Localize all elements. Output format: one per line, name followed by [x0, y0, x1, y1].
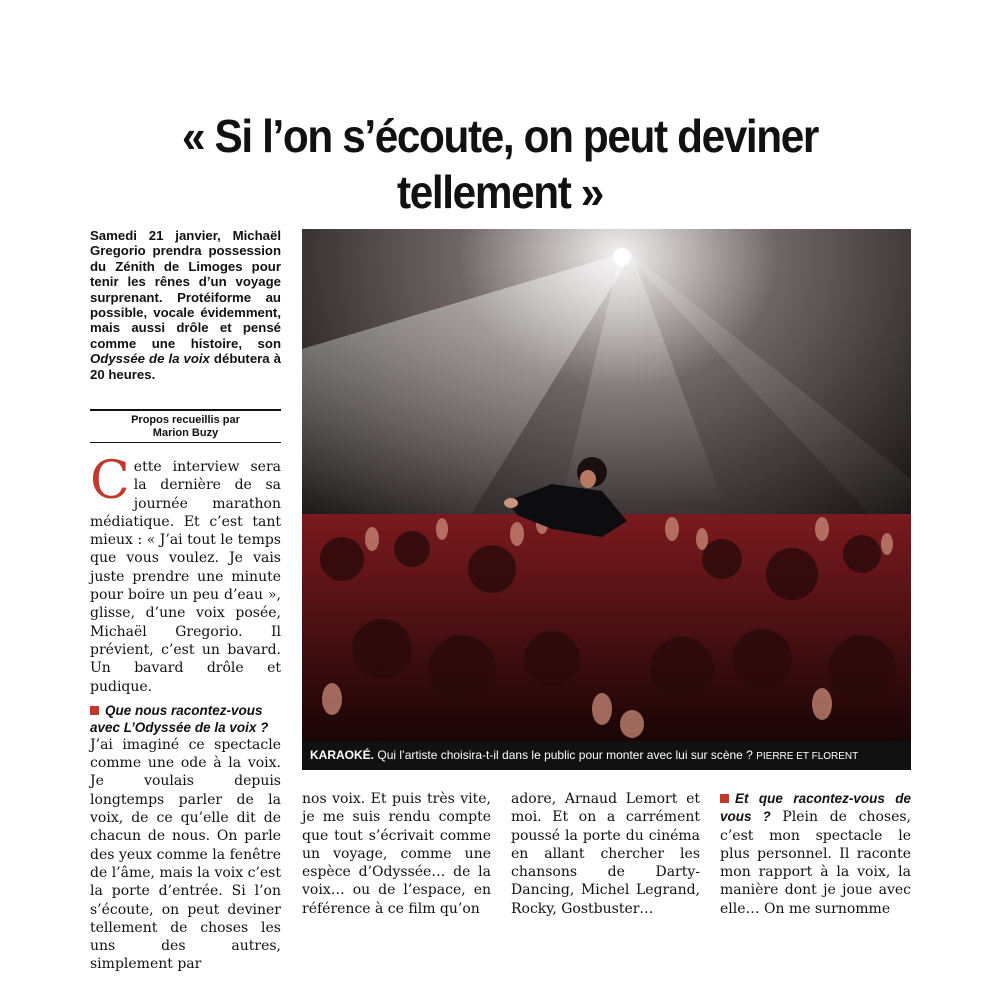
lead-text-end: débutera à 20 heures.	[90, 351, 281, 382]
lead-show-title: Odyssée de la voix	[90, 351, 210, 367]
red-square-bullet-icon	[720, 794, 729, 803]
photo-credit: PIERRE ET FLORENT	[756, 751, 859, 762]
article-headline: « Si l’on s’écoute, on peut deviner tellement »	[181, 110, 819, 218]
answer-2-text: Plein de choses, c’est mon spectacle le plus personnel. Il raconte mon rapport à la voix, la manière dont je joue avec elle… On me surnomme	[720, 809, 911, 917]
lead-text-start: Samedi 21 janvier, Michaël Gregorio prendra possession du Zénith de Limoges pour tenir les rênes d’un voyage surprenant. Protéiforme au possible, vocale évidemment, mais aussi drôle et pensé comme une histoire, son	[90, 228, 281, 351]
byline-author: Marion Buzy	[152, 427, 219, 439]
answer-1-part-1: J’ai imaginé ce spectacle comme une ode à la voix. Je voulais depuis longtemps parler de la voix, de ce qu’elle dit de chacun de nous. On parle des yeux comme la fenêtre de l’âme, mais la voix c’est la porte d’entrée. Si l’on s’écoute, on peut deviner tellement de choses les uns des autres, simplement par	[90, 736, 281, 973]
question-1-text: Que nous racontez-vous avec L’Odyssée de la voix ?	[90, 702, 269, 735]
answer-1-part-3: adore, Arnaud Lemort et moi. Et on a carrément poussé la porte du cinéma en allant chercher les chansons de Darty-Dancing, Michel Legrand, Rocky, Gostbuster…	[511, 791, 700, 917]
answer-1-part-2: nos voix. Et puis très vite, je me suis rendu compte que tout s’écrivait comme un voyage, comme une espèce d’Odyssée… de la voix… ou de l’espace, en référence à ce film qu’on	[302, 791, 491, 917]
text-column-1	[90, 451, 281, 974]
byline-line-1: Propos recueillis par	[131, 414, 240, 426]
article-lead	[90, 228, 281, 382]
caption-text: Qui l’artiste choisira-t-il dans le public pour monter avec lui sur scène ?	[377, 748, 753, 762]
drop-cap: C	[90, 451, 130, 511]
photo-caption	[302, 741, 911, 770]
text-column-3	[511, 790, 700, 918]
concert-photo-image	[302, 229, 911, 741]
intro-paragraph	[90, 451, 281, 696]
caption-keyword: KARAOKÉ.	[310, 748, 375, 762]
question-2-text: Et que racontez-vous de vous ?	[720, 791, 911, 825]
intro-text: ette interview sera la dernière de sa journée marathon médiatique. Et c’est tant mieux : « J’ai tout le temps que vous voulez. Je vais juste prendre une minute pour boire un peu d’eau », glisse, d’une voix posée, Michaël Gregorio. Il prévient, c’est un bavard. Un bavard drôle et pudique.	[90, 459, 281, 695]
question-1	[90, 702, 281, 736]
answer-2	[720, 790, 911, 918]
text-column-2	[302, 790, 491, 918]
red-square-bullet-icon	[90, 706, 99, 715]
byline	[90, 409, 281, 443]
concert-photo	[302, 229, 911, 741]
text-column-4	[720, 790, 911, 918]
